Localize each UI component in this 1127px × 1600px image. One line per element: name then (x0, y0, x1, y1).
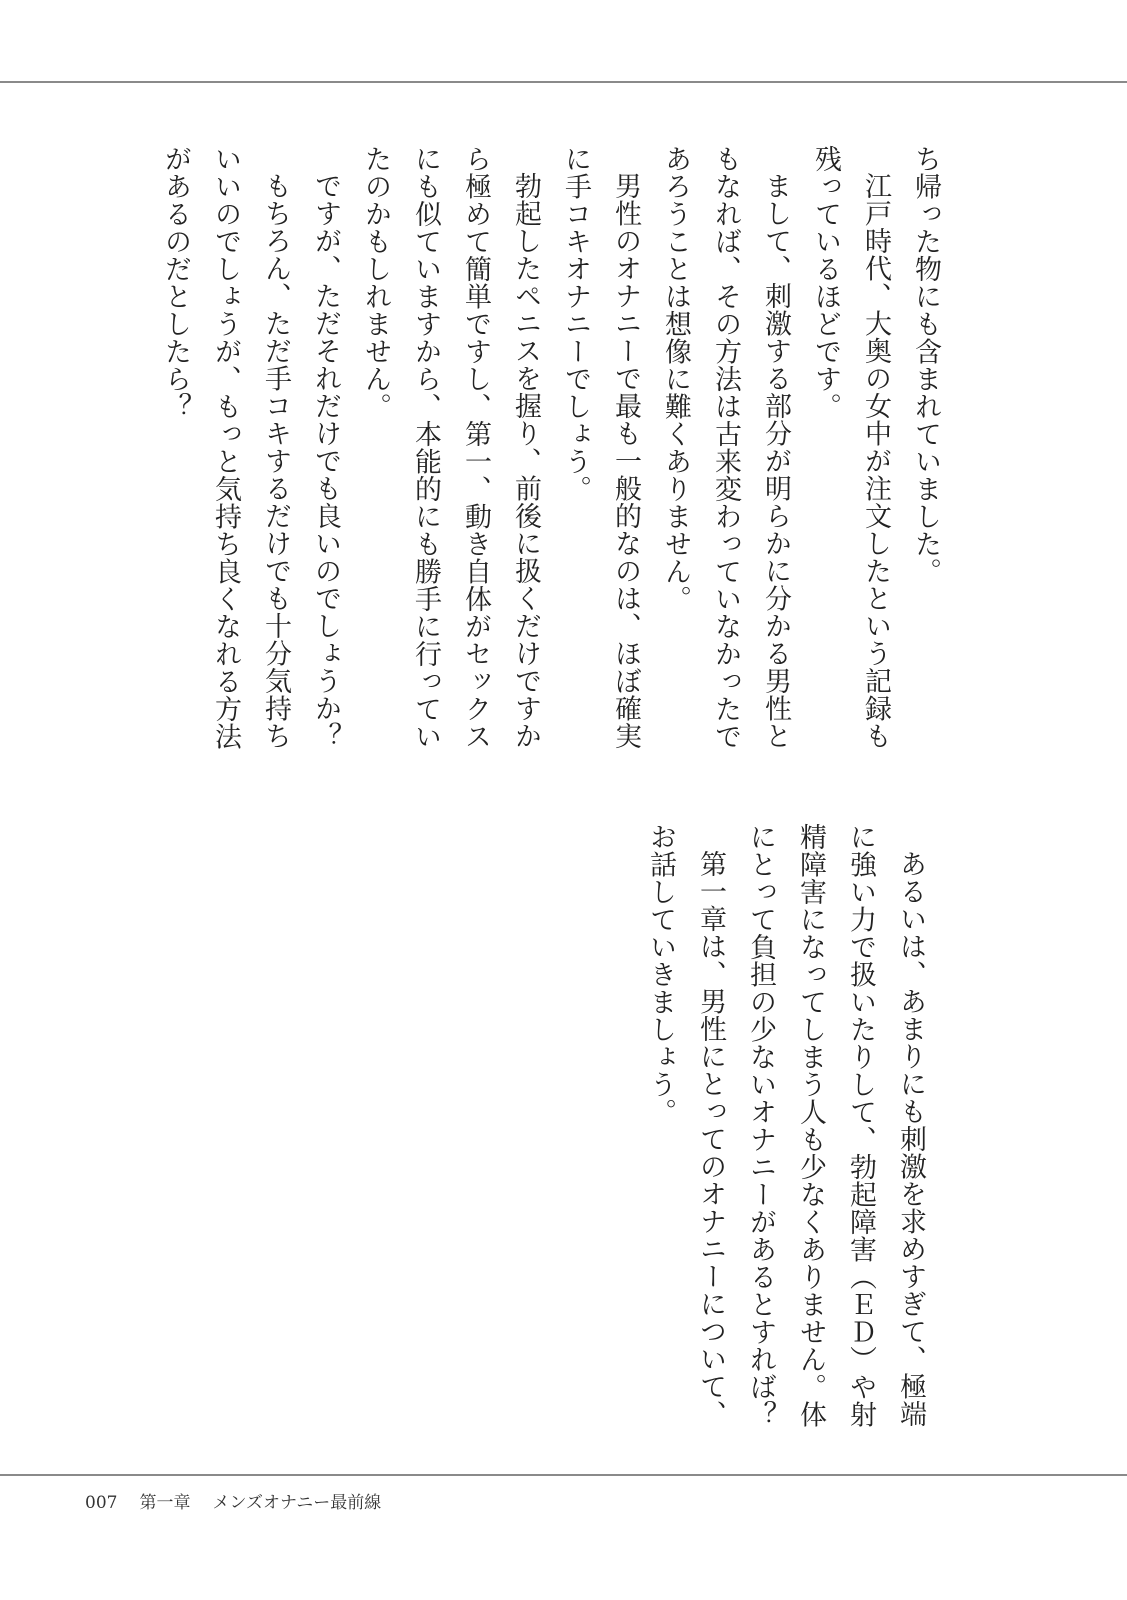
text-line: お話していきましょう。 (645, 823, 676, 1126)
text-line: 男性のオナニーで最も一般的なのは、ほぼ確実 (610, 172, 641, 750)
text-line: 江戸時代、大奥の女中が注文したという記録も (860, 172, 891, 750)
text-line: 残っているほどです。 (810, 145, 841, 420)
text-line: 第一章は、男性にとってのオナニーについて、 (695, 850, 726, 1428)
text-line: 精障害になってしまう人も少なくありません。体 (795, 823, 826, 1428)
text-line: もなれば、その方法は古来変わっていなかったで (710, 145, 741, 750)
text-line: まして、刺激する部分が明らかに分かる男性と (760, 172, 791, 750)
text-line: にとって負担の少ないオナニーがあるとすれば？ (745, 823, 776, 1428)
chapter-label: 第一章 (139, 1493, 191, 1513)
text-line: に手コキオナニーでしょう。 (560, 145, 591, 503)
body-text-top (150, 145, 950, 750)
text-line: もちろん、ただ手コキするだけでも十分気持ち (260, 172, 291, 750)
running-footer (85, 1488, 403, 1513)
text-line: たのかもしれません。 (360, 145, 391, 420)
text-line: ち帰った物にも含まれていました。 (910, 145, 941, 585)
header-rule (0, 81, 1127, 83)
text-line: ですが、ただそれだけでも良いのでしょうか？ (310, 172, 341, 750)
body-text-bottom (635, 823, 935, 1428)
text-line: あろうことは想像に難くありません。 (660, 145, 691, 613)
text-line: にも似ていますから、本能的にも勝手に行ってい (410, 145, 441, 750)
text-line: があるのだとしたら？ (160, 145, 191, 420)
text-line: 勃起したペニスを握り、前後に扱くだけですか (510, 172, 541, 750)
footer-rule (0, 1474, 1127, 1476)
page-number: 007 (85, 1493, 118, 1513)
text-line: ら極めて簡単ですし、第一、動き自体がセックス (460, 145, 491, 750)
text-line: いいのでしょうが、もっと気持ち良くなれる方法 (210, 145, 241, 750)
chapter-title: メンズオナニー最前線 (212, 1493, 382, 1513)
text-line: に強い力で扱いたりして、勃起障害（ＥＤ）や射 (845, 823, 876, 1428)
text-line: あるいは、あまりにも刺激を求めすぎて、極端 (895, 850, 926, 1428)
